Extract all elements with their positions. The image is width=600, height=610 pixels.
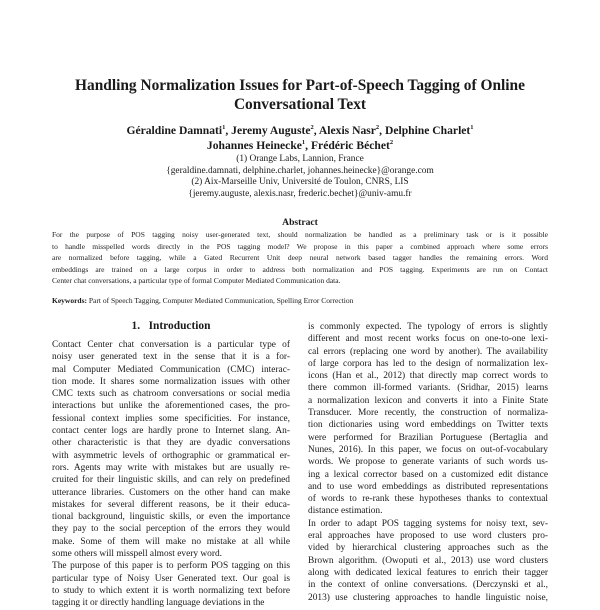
author-affiliation-mark: 2	[310, 124, 314, 132]
author-line: Géraldine Damnati$^1$, Jeremy Auguste$^2$, Alexis Nasr$^2$, Delphine Charlet$^1$	[126, 124, 474, 137]
paper-title	[60, 76, 540, 114]
body-text-line: Nunes, 2016). In this paper, we focus on out-of-vocabulary	[308, 444, 548, 455]
author-name: Frédéric Béchet	[310, 139, 390, 152]
body-text-line: different and most recent works focus on one-to-one lexi-	[308, 334, 548, 345]
body-text-line: tion mode. It shares some normalization issues with other	[52, 376, 290, 387]
body-text-line: tagging it or directly handling language deviations in the	[52, 598, 265, 609]
body-text-line: and to use word embeddings as distributed representations	[308, 481, 548, 492]
section-title: Introduction	[148, 320, 211, 332]
body-text-line: The purpose of this paper is to perform POS tagging on this	[52, 561, 290, 572]
keywords-label: Keywords:	[52, 296, 87, 305]
body-text-line: icons (Han et al., 2012) that directly map correct words to	[308, 371, 548, 382]
body-text-line: a normalization lexicon and converts it into a Finite State	[308, 395, 548, 406]
abstract-line: embeddings are trained on a large corpus in order to address both normalization and POS tagging. Experiments are run on Contact	[52, 264, 548, 274]
abstract-line: are normalized before tagging, while a Gated Recurrent Unit deep neural network based tagger handles the remaining errors. Word	[52, 253, 548, 262]
body-text-line: they pay to the social perception of the errors they would	[52, 524, 290, 535]
body-text-line: in the context of online conversations. (Derczynski et al.,	[308, 580, 548, 591]
body-text-line: particular type of Noisy User Generated text. Our goal is	[52, 573, 290, 584]
body-text-line: tion dictionaries using word embeddings on Twitter texts	[308, 420, 548, 431]
body-text-line: mistakes for several different reasons, be it their educa-	[52, 499, 290, 510]
body-text-line: contact center logs are hardly prone to Internet slang. An-	[52, 426, 290, 437]
body-text-line: cal errors (replacing one word by another). The availability	[308, 346, 548, 357]
body-text-line: noisy user generated text in the sense that it is a for-	[52, 352, 290, 363]
body-text-line: to study to which extent it is worth normalizing text before	[52, 585, 290, 596]
affiliations	[60, 154, 540, 200]
body-text-line: eral approaches have proposed to use word clusters pro-	[308, 531, 548, 542]
body-text-line: along with dedicated lexical features to enrich their tagger	[308, 567, 548, 578]
body-text-line: 2013) use clustering approaches to handle linguistic noise,	[308, 592, 548, 603]
body-text-line: of words to re-rank these hypotheses thanks to contextual	[308, 494, 548, 505]
body-column-left	[52, 339, 290, 610]
body-text-line: fessional context implies some specificities. For instance,	[52, 413, 290, 424]
abstract-body	[52, 229, 548, 287]
author-affiliation-mark: 1	[470, 124, 474, 132]
author-affiliation-mark: 2	[375, 124, 380, 132]
abstract-heading: Abstract	[282, 217, 318, 228]
body-text-line: ing a lexical corrector based on a customized edit distance	[308, 469, 548, 480]
body-text-line: In order to adapt POS tagging systems for noisy text, sev-	[308, 518, 548, 529]
body-text-line: utterance libraries. Customers on the other hand can make	[52, 487, 290, 498]
body-text-line: some others will misspell almost every word.	[52, 549, 223, 560]
body-text-line: mal Computer Mediated Communication (CMC) interac-	[52, 364, 290, 375]
body-text-line: of large corpora has led to the design of normalization lex-	[308, 358, 548, 369]
author-name: Alexis Nasr	[318, 124, 376, 137]
affiliation-2-emails: {jeremy.auguste, alexis.nasr, frederic.bechet}@univ-amu.fr	[188, 188, 412, 199]
body-column-right	[308, 321, 548, 604]
affiliation-1-emails: {geraldine.damnati, delphine.charlet, johannes.heinecke}@orange.com	[166, 165, 434, 176]
body-text-line: were performed for Brazilian Portuguese (Bertaglia and	[308, 432, 548, 443]
author-affiliation-mark: 2	[389, 139, 394, 147]
author-list	[60, 123, 540, 153]
body-text-line: distance estimation.	[308, 506, 383, 517]
author-affiliation-mark: 1	[222, 124, 226, 132]
body-text-line: cruited for their linguistic skills, and can rely on predefined	[52, 475, 290, 486]
body-text-line: with asymmetric levels of orthographic or grammatical er-	[52, 450, 290, 461]
keywords	[52, 296, 548, 305]
author-name: Delphine Charlet	[384, 124, 471, 137]
body-text-line: tional background, linguistic skills, or even the importance	[52, 512, 290, 523]
affiliation-1: (1) Orange Labs, Lannion, France	[236, 154, 364, 164]
abstract-line: Center chat conversations, a particular type of formal Computer Mediated Communication data.	[52, 276, 341, 285]
body-text-line: CMC texts such as chatroom conversations or social media	[52, 389, 290, 400]
abstract-line: For the purpose of POS tagging noisy user-generated text, should normalization be handled as a preliminary task or is it possible	[52, 230, 548, 239]
body-text-line: vided by hierarchical clustering approaches such as the	[308, 543, 548, 554]
author-line: Johannes Heinecke$^1$, Frédéric Béchet$^2$	[206, 139, 394, 152]
body-text-line: Brown algorithm. (Owoputi et al., 2013) use word clusters	[308, 555, 548, 566]
section-heading-introduction	[52, 320, 290, 332]
body-text-line: make. Some of them will make no mistake at all while	[52, 536, 290, 547]
body-text-line: rors. Agents may write with mistakes but are usually re-	[52, 462, 290, 473]
body-text-line: other characteristic is that they are dyadic conversations	[52, 438, 290, 449]
body-text-line: is commonly expected. The typology of errors is slightly	[308, 322, 548, 332]
section-number: 1.	[131, 320, 141, 332]
author-name: Johannes Heinecke	[206, 139, 302, 152]
author-name: Jeremy Auguste	[231, 124, 311, 137]
abstract-line: to handle misspelled words directly in the POS tagging model? We propose in this paper a combined approach where some errors	[52, 241, 548, 251]
body-text-line: Transducer. More recently, the construction of normaliza-	[308, 408, 548, 419]
keywords-text: Part of Speech Tagging, Computer Mediated Communication, Spelling Error Correction	[88, 296, 354, 305]
body-text-line: Contact Center chat conversation is a particular type of	[52, 340, 290, 350]
title-line-2: Conversational Text	[233, 96, 367, 113]
title-line-1: Handling Normalization Issues for Part-of-Speech Tagging of Online	[75, 77, 525, 94]
author-name: Géraldine Damnati	[126, 124, 223, 137]
body-text-line: interactions but unlike the aforementioned cases, the pro-	[52, 401, 290, 412]
author-affiliation-mark: 1	[301, 139, 306, 147]
body-text-line: there common ill-formed variants. (Sridhar, 2015) learns	[308, 383, 548, 394]
affiliation-2: (2) Aix-Marseille Univ, Université de Toulon, CNRS, LIS	[191, 177, 409, 188]
body-text-line: words. We propose to generate variants of such words us-	[308, 457, 548, 468]
